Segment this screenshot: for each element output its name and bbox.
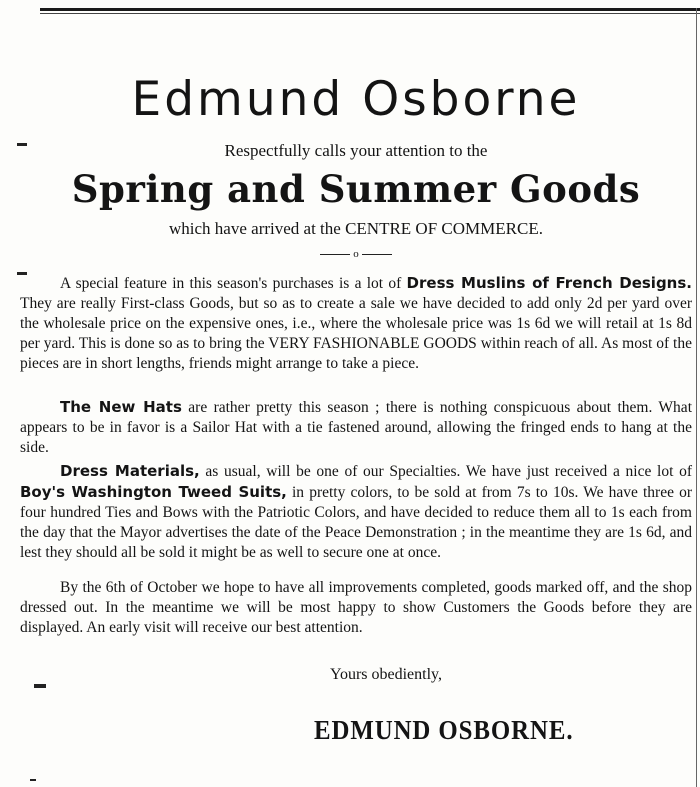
emphasis: Dress Muslins of French Designs. [406,274,692,292]
margin-mark [30,779,36,781]
divider-line [362,254,392,255]
top-rule-thin [40,13,700,14]
right-border [696,8,697,787]
text: They are really First-class Goods, but so as to create a sale we have decided to add only 2d per yard over the wholesale price on the expensive ones, i.e., where the wholesale price was 1s 6d we will retail at 1s 8d per yard. This is done so as to bring the VERY FASHIONABLE GOODS within reach of all. As most of the pieces are in short lengths, friends might arrange to take a piece. [20,295,692,372]
divider-line [320,254,350,255]
signature: EDMUND OSBORNE. [314,715,574,745]
merchant-name: Edmund Osborne [131,72,581,127]
paragraph-dress-materials [20,461,692,563]
text: as usual, will be one of our Specialties. We have just received a nice lot of [199,463,692,480]
paragraph-improvements [20,578,692,638]
emphasis: The New Hats [60,398,182,416]
headline: Spring and Summer Goods [71,167,641,211]
subtitle: Respectfully calls your attention to the [224,141,488,160]
text: are rather pretty this season ; there is nothing conspicuous about them. What appears to be in favor is a Sailor Hat with a tie fastened around, allowing the fringed ends to hang at the side. [20,399,692,456]
headline-tail: which have arrived at the CENTRE OF COMMERCE. [169,219,543,238]
emphasis: Dress Materials, [60,462,200,480]
paragraph-new-hats [20,397,692,458]
top-rule [40,8,700,11]
paragraph-dress-muslins [20,273,692,374]
text: By the 6th of October we hope to have all improvements completed, goods marked off, and the shop dressed out. In the meantime we will be most happy to show Customers the Goods before they are displayed. An early visit will receive our best attention. [20,579,692,636]
margin-mark [34,684,46,688]
divider [20,248,692,260]
text: in pretty colors, to be sold at from 7s to 10s. We have three or four hundred Ties and Bows with the Patriotic Colors, and have decided to reduce them all to 1s each from the day that the Mayor advertises the date of the Peace Demonstration ; in the meantime they are 1s 6d, and lest they should all be sold it might be as well to secure one at once. [20,484,693,561]
closing: Yours obediently, [330,666,443,683]
emphasis: Boy's Washington Tweed Suits, [20,483,287,501]
text: A special feature in this season's purchases is a lot of [60,275,407,292]
divider-glyph: o [353,248,359,260]
